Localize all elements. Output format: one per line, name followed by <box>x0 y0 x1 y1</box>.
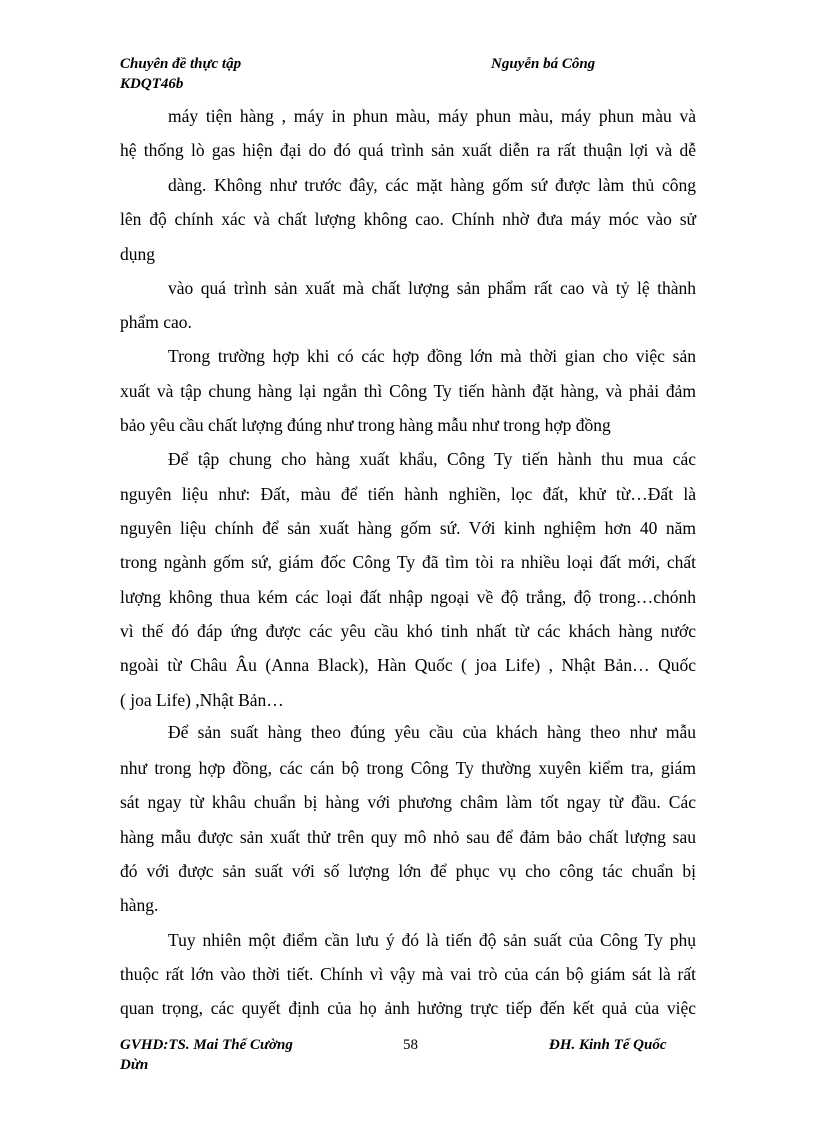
body-line: bảo yêu cầu chất lượng đúng như trong hàng mẫu như trong hợp đồng <box>120 415 611 435</box>
body-line: Để sản suất hàng theo đúng yêu cầu của khách hàng theo như mẫu <box>168 722 696 742</box>
body-line: dàng. Không như trước đây, các mặt hàng gốm sứ được làm thủ công <box>168 175 696 195</box>
footer-university: ĐH. Kinh Tế Quốc <box>549 1037 667 1053</box>
body-line: dụng <box>120 244 155 264</box>
body-line: Để tập chung cho hàng xuất khẩu, Công Ty tiến hành thu mua các <box>168 449 696 469</box>
footer-supervisor-cont: Dừn <box>120 1057 149 1073</box>
body-line: sát ngay từ khâu chuẩn bị hàng với phương châm làm tốt ngay từ đầu. Các <box>120 792 696 812</box>
body-line: Tuy nhiên một điểm cần lưu ý đó là tiến độ sản suất của Công Ty phụ <box>168 930 696 950</box>
header-author: Nguyễn bá Công <box>491 56 596 72</box>
body-line: hàng. <box>120 895 159 915</box>
body-line: lên độ chính xác và chất lượng không cao. Chính nhờ đưa máy móc vào sử <box>120 209 696 229</box>
body-line: thuộc rất lớn vào thời tiết. Chính vì vậy mà vai trò của cán bộ giám sát là rất <box>120 964 696 984</box>
body-line: phẩm cao. <box>120 312 192 332</box>
body-line: trong ngành gốm sứ, giám đốc Công Ty đã tìm tòi ra nhiều loại đất mới, chất <box>120 552 696 572</box>
body-line: xuất và tập chung hàng lại ngắn thì Công Ty tiến hành đặt hàng, và phải đảm <box>120 381 696 401</box>
body-line: hàng mẫu được sản xuất thử trên quy mô nhỏ sau để đảm bảo chất lượng sau <box>120 827 696 847</box>
body-line: vào quá trình sản xuất mà chất lượng sản phẩm rất cao và tỷ lệ thành <box>168 278 696 298</box>
header-class-code: KDQT46b <box>120 76 184 92</box>
body-line: đó với được sản suất với số lượng lớn để phục vụ cho công tác chuẩn bị <box>120 861 696 881</box>
body-line: ngoài từ Châu Âu (Anna Black), Hàn Quốc ( joa Life) , Nhật Bản… Quốc <box>120 655 696 675</box>
body-line: quan trọng, các quyết định của họ ảnh hưởng trực tiếp đến kết quả của việc <box>120 998 696 1018</box>
footer-supervisor: GVHD:TS. Mai Thế Cường <box>120 1037 293 1053</box>
body-line: Trong trường hợp khi có các hợp đồng lớn mà thời gian cho việc sản <box>168 346 696 366</box>
header-course-title: Chuyên đề thực tập <box>120 56 242 72</box>
body-line: lượng không thua kém các loại đất nhập ngoại về độ trắng, độ trong…chónh <box>120 587 696 607</box>
body-line: nguyên liệu chính để sản xuất hàng gốm sứ. Với kinh nghiệm hơn 40 năm <box>120 518 696 538</box>
body-line: máy tiện hàng , máy in phun màu, máy phun màu, máy phun màu và <box>168 106 696 126</box>
body-line: hệ thống lò gas hiện đại do đó quá trình sản xuất diễn ra rất thuận lợi và dễ <box>120 140 696 160</box>
page-number: 58 <box>403 1037 418 1053</box>
body-line: ( joa Life) ,Nhật Bản… <box>120 690 284 710</box>
body-line: như trong hợp đồng, các cán bộ trong Công Ty thường xuyên kiểm tra, giám <box>120 758 696 778</box>
body-line: vì thế đó đáp ứng được các yêu cầu khó tinh nhất từ các khách hàng nước <box>120 621 696 641</box>
body-line: nguyên liệu như: Đất, màu để tiến hành nghiền, lọc đất, khử từ…Đất là <box>120 484 696 504</box>
